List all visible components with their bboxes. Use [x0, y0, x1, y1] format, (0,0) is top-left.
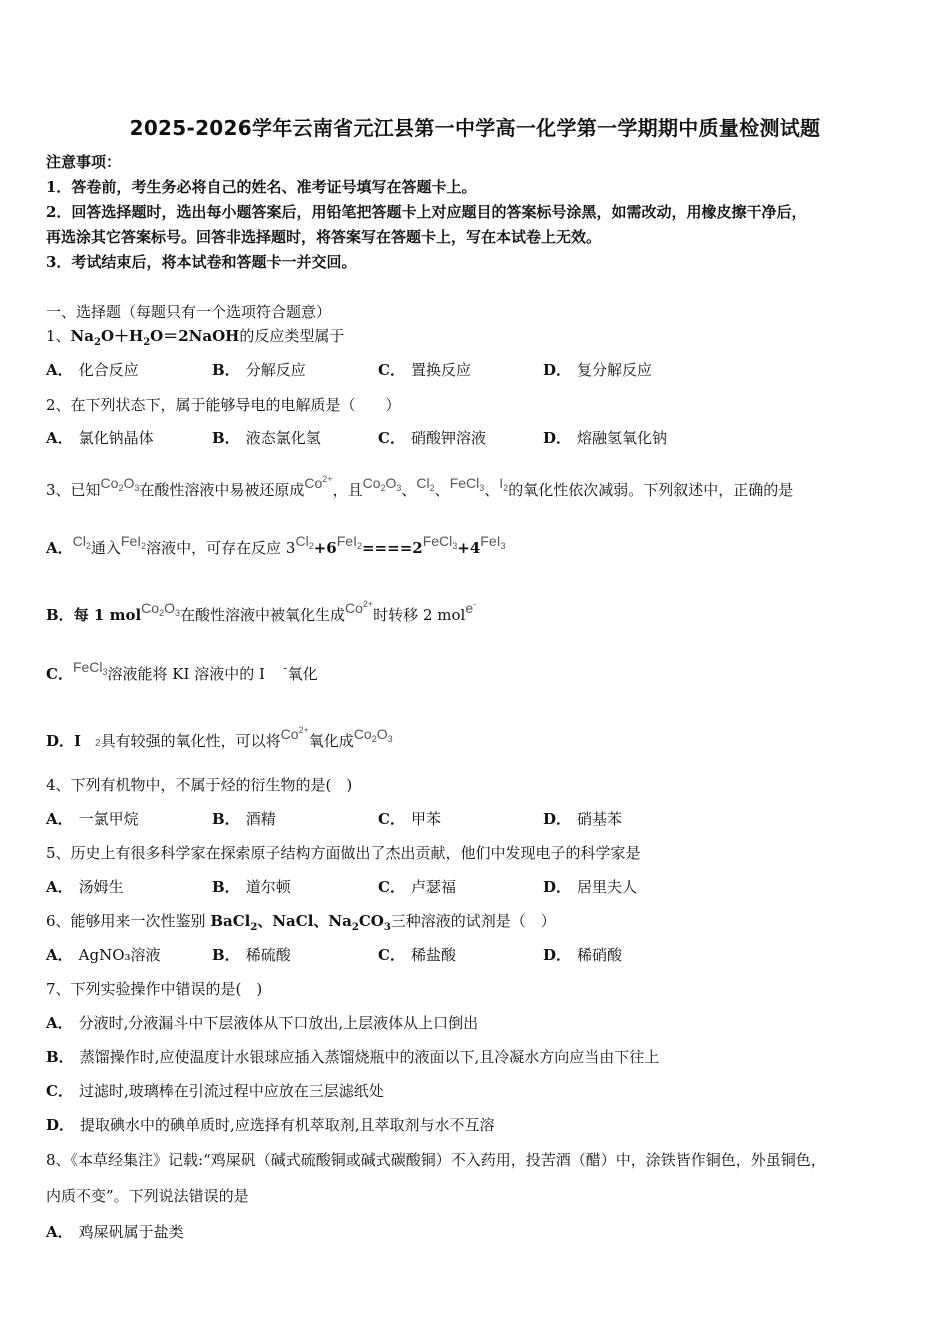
option-letter: A． — [46, 361, 73, 379]
q1-option-a[interactable] — [46, 360, 139, 380]
q5-option-c[interactable] — [378, 877, 456, 897]
option-letter: C． — [378, 361, 405, 379]
option-text: 过滤时,玻璃棒在引流过程中应放在三层滤纸处 — [78, 1082, 384, 1100]
option-letter: C． — [46, 1082, 73, 1100]
q4-option-d[interactable] — [543, 809, 622, 829]
q2-option-d[interactable] — [543, 428, 667, 448]
option-letter: A． — [46, 810, 73, 828]
option-letter: A． — [46, 1223, 73, 1241]
q1-option-b[interactable] — [212, 360, 306, 380]
option-text: 稀硝酸 — [577, 946, 623, 964]
formula-fecl3: FeCl$_3$ — [449, 475, 485, 493]
q1-equation: $Na_2O+H_2O=2NaOH$ — [70, 327, 240, 348]
option-text: 分液时,分液漏斗中下层液体从下口放出,上层液体从上口倒出 — [78, 1014, 479, 1032]
q5-option-d[interactable] — [543, 877, 637, 897]
option-letter: D． — [543, 361, 572, 379]
option-text: 化合反应 — [78, 361, 139, 379]
q1-option-c[interactable] — [378, 360, 471, 380]
formula-co2plus: $Co^{2+}$ — [304, 474, 333, 491]
q5-option-b[interactable] — [212, 877, 291, 897]
option-text: 卢瑟福 — [410, 878, 456, 896]
option-letter: B． — [212, 810, 240, 828]
option-letter: A． — [46, 1014, 73, 1032]
option-letter: C． — [378, 810, 405, 828]
q6-reagents: BaCl$_2$、NaCl、$Na_2CO_3$ — [210, 912, 391, 933]
q3-option-a[interactable]: A．$Cl_2$通入FeI$_2$溶液中，可存在反应 $3Cl_2+6FeI_2====2FeCl_3+4FeI_3$ — [46, 533, 506, 557]
q6-option-c[interactable] — [378, 945, 456, 965]
option-letter: B． — [212, 946, 240, 964]
option-letter: C． — [378, 878, 405, 896]
question-2-stem: 2、在下列状态下，属于能够导电的电解质是（ ） — [46, 396, 401, 414]
q2-option-c[interactable] — [378, 428, 486, 448]
option-letter: B． — [212, 878, 240, 896]
section-heading: 一、选择题（每题只有一个选项符合题意） — [46, 303, 332, 321]
option-text: 氯化钠晶体 — [78, 429, 154, 447]
q4-option-c[interactable] — [378, 809, 441, 829]
option-letter: C． — [378, 429, 405, 447]
q4-option-b[interactable] — [212, 809, 276, 829]
q7-option-b[interactable] — [46, 1047, 659, 1067]
question-8-stem-line2: 内质不变”。下列说法错误的是 — [46, 1187, 249, 1205]
option-text: 居里夫人 — [577, 878, 638, 896]
q7-option-c[interactable] — [46, 1081, 384, 1101]
option-letter: B． — [46, 1048, 74, 1066]
option-text: 鸡屎矾属于盐类 — [78, 1223, 184, 1241]
q7-option-a[interactable] — [46, 1013, 478, 1033]
option-letter: D． — [543, 429, 572, 447]
option-text: 汤姆生 — [78, 878, 124, 896]
formula-cl2: $Cl_2$ — [416, 475, 435, 493]
q6-option-a[interactable] — [46, 945, 161, 965]
q3-option-c[interactable]: C．FeCl$_3$溶液能将 KI 溶液中的 I -氧化 — [46, 659, 318, 683]
question-7-stem: 7、下列实验操作中错误的是( ) — [46, 980, 263, 998]
q3-option-b[interactable]: B．每 1 $molCo_2O_3$在酸性溶液中被氧化生成$Co^{2+}$时转移 2 mole- — [46, 599, 477, 624]
q2-option-a[interactable] — [46, 428, 154, 448]
option-text: 蒸馏操作时,应使温度计水银球应插入蒸馏烧瓶中的液面以下,且冷凝水方向应当由下往上 — [79, 1048, 660, 1066]
option-text: 提取碘水中的碘单质时,应选择有机萃取剂,且萃取剂与水不互溶 — [80, 1116, 495, 1134]
notice-item: 1．答卷前，考生务必将自己的姓名、准考证号填写在答题卡上。 — [46, 178, 477, 196]
option-letter: A． — [46, 878, 73, 896]
option-text: 酒精 — [245, 810, 276, 828]
option-letter: B． — [212, 361, 240, 379]
option-text: 一氯甲烷 — [78, 810, 139, 828]
page-title: 2025-2026学年云南省元江县第一中学高一化学第一学期期中质量检测试题 — [129, 116, 821, 140]
notice-item: 2．回答选择题时，选出每小题答案后，用铅笔把答题卡上对应题目的答案标号涂黑，如需改动，用橡皮擦干净后， — [46, 203, 807, 221]
question-5-stem: 5、历史上有很多科学家在探索原子结构方面做出了杰出贡献，他们中发现电子的科学家是 — [46, 844, 641, 862]
q8-option-a[interactable] — [46, 1222, 184, 1242]
option-text: 甲苯 — [410, 810, 441, 828]
option-letter: C． — [378, 946, 405, 964]
q2-option-b[interactable] — [212, 428, 321, 448]
question-6-stem: 6、能够用来一次性鉴别 BaCl$_2$、NaCl、$Na_2CO_3$三种溶液的试剂是（ ） — [46, 912, 556, 933]
q6-option-d[interactable] — [543, 945, 622, 965]
option-text: 液态氯化氢 — [245, 429, 321, 447]
question-4-stem: 4、下列有机物中，不属于烃的衍生物的是( ) — [46, 776, 353, 794]
question-8-stem-line1: 8、《本草经集注》记载:“鸡屎矾（碱式硫酸铜或碱式碳酸铜）不入药用，投苦酒（醋）中，涂铁皆作铜色，外虽铜色， — [46, 1151, 826, 1169]
option-text: 硝酸钾溶液 — [410, 429, 486, 447]
option-letter: A． — [46, 429, 73, 447]
option-text: 稀盐酸 — [410, 946, 456, 964]
option-letter: A． — [46, 946, 73, 964]
notice-heading: 注意事项： — [46, 153, 122, 171]
q4-option-a[interactable] — [46, 809, 139, 829]
q6-option-b[interactable] — [212, 945, 291, 965]
option-text: 分解反应 — [245, 361, 306, 379]
option-text: 稀硫酸 — [245, 946, 291, 964]
option-letter: D． — [46, 1116, 75, 1134]
q7-option-d[interactable] — [46, 1115, 495, 1135]
formula-co2o3: $Co_2O_3$ — [100, 475, 140, 493]
q5-option-a[interactable] — [46, 877, 124, 897]
notice-item: 再选涂其它答案标号。回答非选择题时，将答案写在答题卡上，写在本试卷上无效。 — [46, 228, 602, 246]
formula-co2o3: $Co_2O_3$ — [362, 475, 402, 493]
option-text: AgNO₃溶液 — [78, 946, 161, 964]
notice-item: 3．考试结束后，将本试卷和答题卡一并交回。 — [46, 253, 357, 271]
option-letter: D． — [543, 810, 572, 828]
option-text: 熔融氢氧化钠 — [577, 429, 668, 447]
option-letter: D． — [543, 946, 572, 964]
option-letter: D． — [543, 878, 572, 896]
option-text: 复分解反应 — [577, 361, 653, 379]
question-3-stem: 3、已知$Co_2O_3$在酸性溶液中易被还原成$Co^{2+}$，且$Co_2O_3$、$Cl_2$、FeCl$_3$、$I_2$的氧化性依次减弱。下列叙述中，正确的是 — [46, 474, 794, 499]
option-text: 硝基苯 — [577, 810, 623, 828]
question-1-stem: 1、$Na_2O+H_2O=2NaOH$的反应类型属于 — [46, 327, 345, 348]
q3-option-d[interactable]: D．I 2具有较强的氧化性，可以将$Co^{2+}$氧化成$Co_2O_3$ — [46, 725, 393, 750]
option-text: 道尔顿 — [245, 878, 291, 896]
option-letter: B． — [212, 429, 240, 447]
option-text: 置换反应 — [410, 361, 471, 379]
formula-i2: $I_2$ — [499, 475, 509, 493]
q1-option-d[interactable] — [543, 360, 652, 380]
